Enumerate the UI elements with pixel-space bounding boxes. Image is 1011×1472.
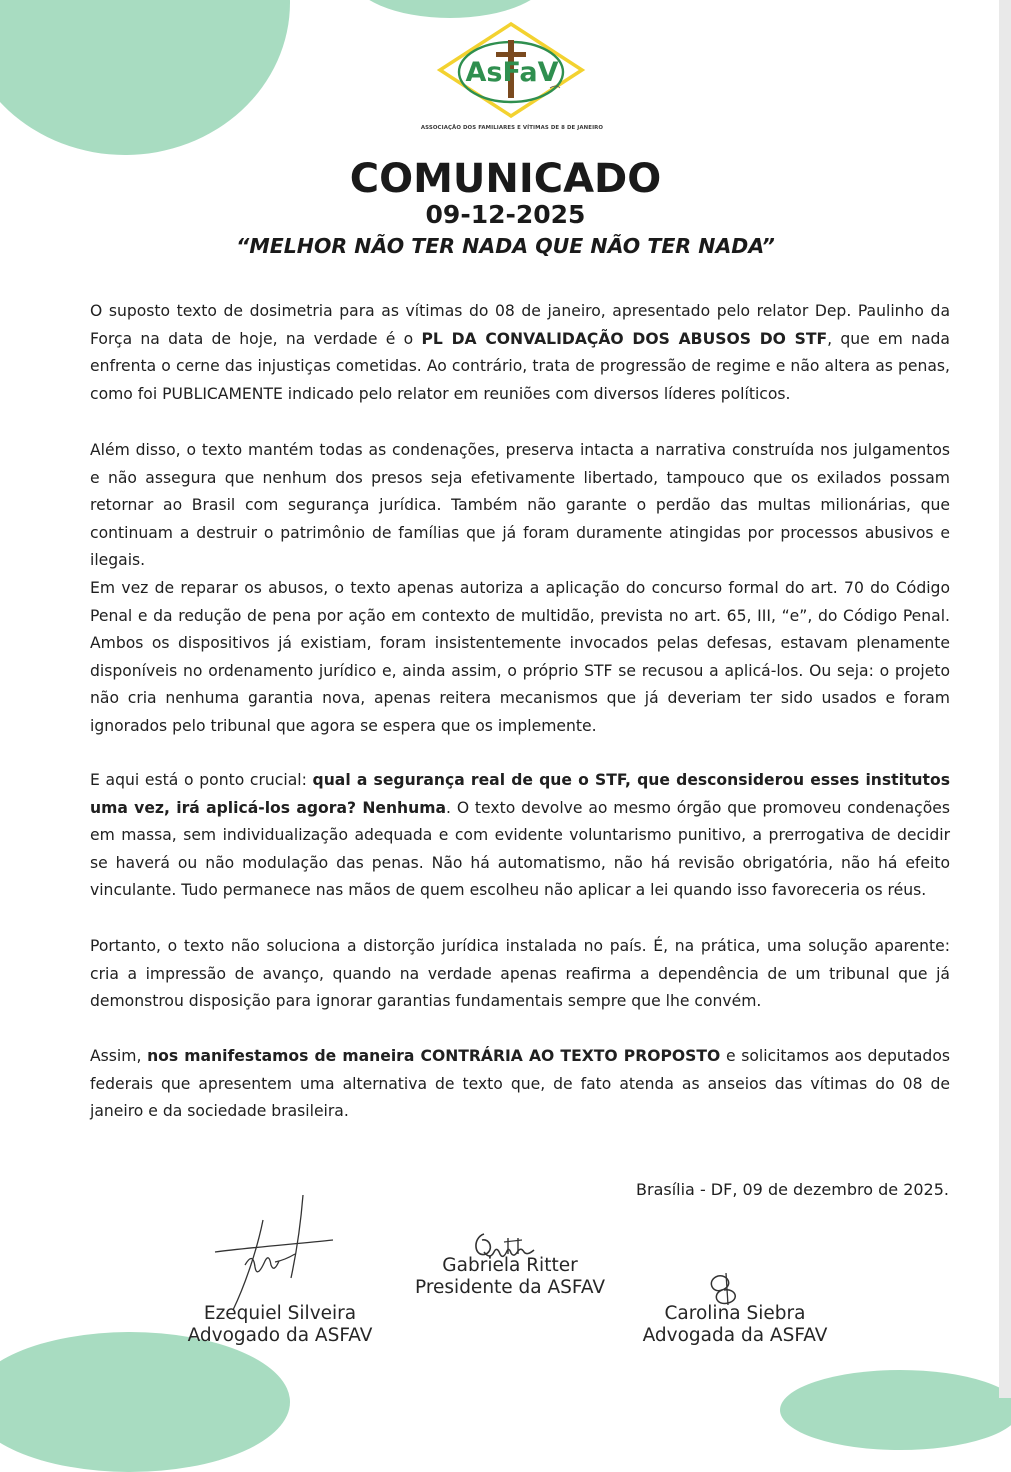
corner-decoration-bottom-right xyxy=(780,1370,1011,1450)
asfav-logo xyxy=(432,18,590,136)
signatory-role: Advogada da ASFAV xyxy=(642,1325,828,1346)
paragraph-3: Em vez de reparar os abusos, o texto apenas autoriza a aplicação do concurso formal do art. 70 do Código Penal e da redução de pena por ação em contexto de multidão, prevista no art. 65, III, “e”, do Código Penal. Ambos os dispositivos já existiam, foram insistentemente invocados pelas defesas, estavam plenamente disponíveis no ordenamento jurídico e, ainda assim, o próprio STF se recusou a aplicá-los. Ou seja: o projeto não cria nenhuma garantia nova, apenas reitera mecanismos que já deveriam ter sido usados e foram ignorados pelo tribunal que agora se espera que os implemente. xyxy=(90,579,950,735)
corner-decoration-bottom-left xyxy=(0,1332,290,1472)
signature-block-gabriela xyxy=(380,1255,640,1299)
signatory-role: Advogado da ASFAV xyxy=(187,1325,373,1346)
paragraph-1 xyxy=(90,298,950,408)
slogan: “MELHOR NÃO TER NADA QUE NÃO TER NADA” xyxy=(236,234,775,258)
corner-decoration-top xyxy=(350,0,550,18)
signatory-name: Gabriela Ritter xyxy=(442,1255,578,1276)
paragraph-6-text-a: Assim, xyxy=(90,1047,148,1065)
paragraph-5: Portanto, o texto não soluciona a distorção jurídica instalada no país. É, na prática, uma solução aparente: cria a impressão de avanço, quando na verdade apenas reafirma a dependência de um tribunal que já demonstrou disposição para ignorar garantias fundamentais sempre que lhe convém. xyxy=(90,937,950,1011)
paragraph-2: Além disso, o texto mantém todas as condenações, preserva intacta a narrativa construída nos julgamentos e não assegura que nenhum dos presos seja efetivamente libertado, tampouco que os exilados possam retornar ao Brasil com segurança jurídica. Também não garante o perdão das multas milionárias, que continuam a destruir o patrimônio de famílias que já foram duramente atingidas por processos abusivos e ilegais. xyxy=(90,441,950,570)
paragraph-6-text-c: e solicitamos aos deputados federais que apresentem uma alternativa de texto que, de fato atenda as anseios das vítimas do 08 de janeiro e da sociedade brasileira. xyxy=(90,1047,950,1121)
paragraph-4-text-a: E aqui está o ponto crucial: xyxy=(90,771,313,789)
page-title: COMUNICADO xyxy=(349,156,662,202)
corner-decoration-top-left xyxy=(0,0,290,155)
paragraph-4 xyxy=(90,767,950,905)
paragraph-1-text-a: O suposto texto de dosimetria para as vítimas do 08 de janeiro, apresentado pelo relator Dep. Paulinho da Força na data de hoje, na verdade é o xyxy=(90,302,950,348)
paragraph-1-text-c: , que em nada enfrenta o cerne das injustiças cometidas. Ao contrário, trata de progressão de regime e não altera as penas, como foi PUBLICAMENTE indicado pelo relator em reuniões com diversos líderes políticos. xyxy=(90,329,950,403)
paragraph-6 xyxy=(90,1043,950,1126)
svg-text:AsFaV: AsFaV xyxy=(465,57,559,88)
city-date: Brasília - DF, 09 de dezembro de 2025. xyxy=(636,1180,949,1199)
signatory-role: Presidente da ASFAV xyxy=(415,1277,605,1298)
asfav-logo-emblem xyxy=(432,18,590,126)
paragraph-4-text-c: . O texto devolve ao mesmo órgão que promoveu condenações em massa, sem individualização adequada e com evidente voluntarismo punitivo, a prerrogativa de decidir se haverá ou não modulação das penas. Não há automatismo, não há revisão obrigatória, não há efeito vinculante. Tudo permanece nas mãos de quem escolheu não aplicar a lei quando isso favoreceria os réus. xyxy=(90,798,950,900)
signature-ezequiel xyxy=(205,1190,345,1315)
document-date: 09-12-2025 xyxy=(425,200,586,229)
paragraph-1-emphasis: PL DA CONVALIDAÇÃO DOS ABUSOS DO STF xyxy=(421,329,828,348)
logo-caption: ASSOCIAÇÃO DOS FAMILIARES E VÍTIMAS DE 8 DE JANEIRO xyxy=(420,125,604,131)
signatory-name: Ezequiel Silveira xyxy=(203,1303,357,1324)
paragraph-6-emphasis: nos manifestamos de maneira CONTRÁRIA AO TEXTO PROPOSTO xyxy=(147,1047,721,1065)
signature-block-carolina xyxy=(605,1303,865,1347)
signatory-name: Carolina Siebra xyxy=(664,1303,806,1324)
signature-block-ezequiel xyxy=(150,1303,410,1347)
paragraph-4-emphasis: qual a segurança real de que o STF, que desconsiderou esses institutos uma vez, irá aplicá-los agora? Nenhuma xyxy=(90,771,950,817)
